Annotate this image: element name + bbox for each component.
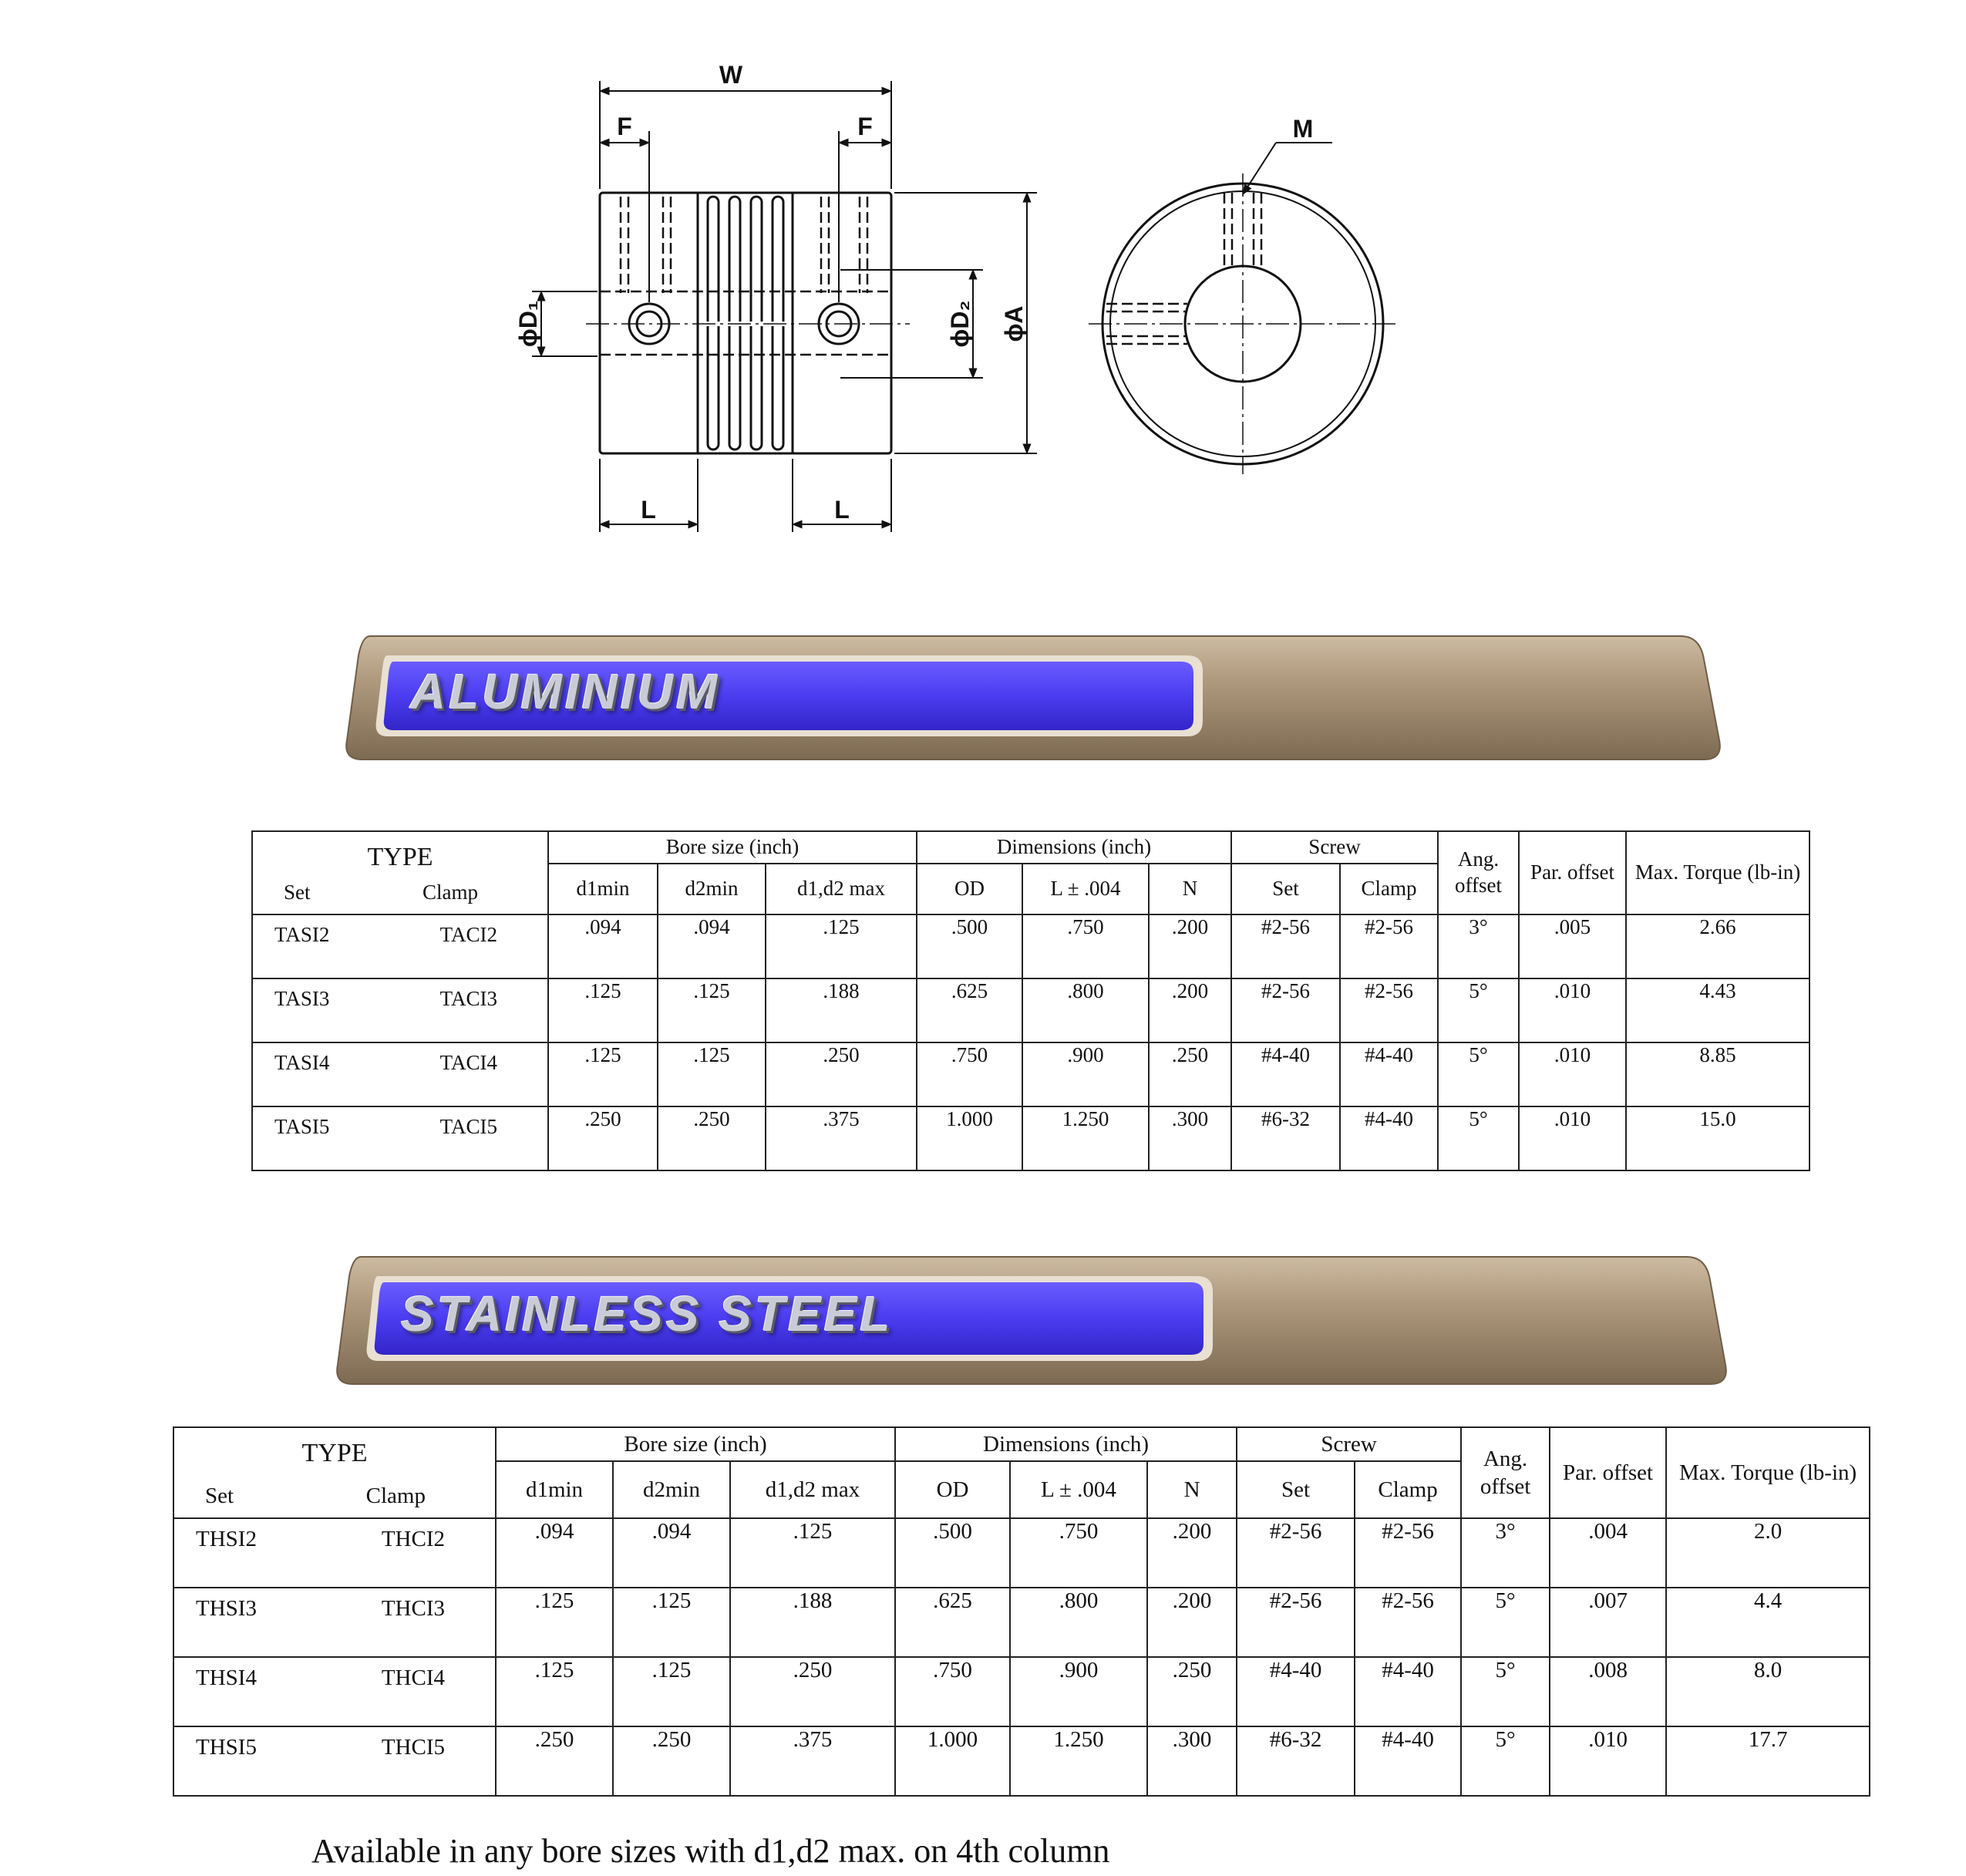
- label-a: ϕA: [1000, 305, 1028, 342]
- cell-d1d2max: .125: [730, 1518, 895, 1588]
- type-header: [173, 1427, 496, 1518]
- label-l-left: L: [641, 496, 656, 524]
- table-row: [252, 978, 1809, 1042]
- row-set: TASI3: [274, 987, 330, 1010]
- cell-torque: 2.66: [1626, 914, 1809, 978]
- par-offset-header: Par. offset: [1519, 831, 1626, 914]
- coupling-technical-drawing: [0, 0, 1966, 555]
- cell-screw-clamp: #4-40: [1355, 1726, 1461, 1796]
- label-f-left: F: [617, 113, 632, 140]
- cell-par: .008: [1550, 1657, 1666, 1726]
- n-header: N: [1147, 1461, 1237, 1518]
- table-row: [252, 1042, 1809, 1106]
- l-header: L ± .004: [1010, 1461, 1147, 1518]
- clamp-header: Clamp: [365, 1483, 426, 1508]
- cell-od: 1.000: [895, 1726, 1010, 1796]
- table-row: [252, 1106, 1809, 1170]
- row-clamp: THCI3: [381, 1596, 445, 1621]
- cell-par: .007: [1550, 1588, 1666, 1657]
- cell-ang: 5°: [1438, 1042, 1519, 1106]
- cell-l: .900: [1010, 1657, 1147, 1726]
- cell-l: 1.250: [1022, 1106, 1149, 1170]
- cell-l: .800: [1010, 1588, 1147, 1657]
- cell-screw-set: #6-32: [1231, 1106, 1340, 1170]
- d2min-header: d2min: [613, 1461, 730, 1518]
- aluminium-spec-table: [251, 830, 1810, 1171]
- cell-ang: 5°: [1461, 1726, 1550, 1796]
- table-row: [252, 914, 1809, 978]
- cell-d2min: .125: [613, 1588, 730, 1657]
- cell-n: .250: [1147, 1657, 1237, 1726]
- cell-par: .010: [1519, 978, 1626, 1042]
- row-set: TASI5: [274, 1115, 330, 1138]
- cell-torque: 15.0: [1626, 1106, 1809, 1170]
- cell-n: .200: [1149, 978, 1231, 1042]
- type-header-title: TYPE: [367, 843, 433, 871]
- cell-d1d2max: .250: [730, 1657, 895, 1726]
- row-clamp: THCI5: [381, 1735, 445, 1760]
- cell-od: .500: [895, 1518, 1010, 1588]
- cell-d2min: .125: [658, 978, 766, 1042]
- bore-availability-note: Available in any bore sizes with d1,d2 max. on 4th column: [311, 1832, 1110, 1870]
- cell-od: .750: [895, 1657, 1010, 1726]
- cell-torque: 17.7: [1666, 1726, 1870, 1796]
- par-offset-header: Par. offset: [1550, 1427, 1666, 1518]
- bore-size-header: Bore size (inch): [548, 831, 917, 864]
- cell-od: .750: [917, 1042, 1022, 1106]
- cell-d1min: .125: [548, 978, 658, 1042]
- cell-screw-clamp: #2-56: [1340, 978, 1438, 1042]
- row-set: THSI3: [196, 1596, 257, 1621]
- cell-od: .625: [895, 1588, 1010, 1657]
- row-clamp: TACI4: [439, 1051, 497, 1074]
- table-row: [173, 1518, 1870, 1588]
- dimensions-header: Dimensions (inch): [895, 1427, 1237, 1461]
- cell-torque: 8.85: [1626, 1042, 1809, 1106]
- cell-d1d2max: .375: [766, 1106, 917, 1170]
- cell-od: .625: [917, 978, 1022, 1042]
- d2min-header: d2min: [658, 864, 766, 914]
- cell-d1min: .125: [496, 1588, 613, 1657]
- cell-par: .010: [1519, 1042, 1626, 1106]
- stainless-steel-spec-table: [173, 1426, 1870, 1797]
- cell-d1min: .250: [548, 1106, 658, 1170]
- cell-n: .200: [1147, 1588, 1237, 1657]
- aluminium-banner-title: ALUMINIUM: [410, 664, 721, 719]
- cell-d1min: .094: [548, 914, 658, 978]
- cell-d1d2max: .125: [766, 914, 917, 978]
- l-header: L ± .004: [1022, 864, 1149, 914]
- table-row: [173, 1657, 1870, 1726]
- cell-screw-set: #2-56: [1231, 978, 1340, 1042]
- max-torque-header: Max. Torque (lb-in): [1626, 831, 1809, 914]
- stainless-steel-banner-title: STAINLESS STEEL: [401, 1286, 894, 1342]
- cell-d2min: .125: [658, 1042, 766, 1106]
- cell-par: .010: [1519, 1106, 1626, 1170]
- label-m: M: [1292, 115, 1314, 143]
- screw-clamp-header: Clamp: [1340, 864, 1438, 914]
- d1d2max-header: d1,d2 max: [730, 1461, 895, 1518]
- label-l-right: L: [834, 496, 850, 524]
- cell-d1d2max: .188: [766, 978, 917, 1042]
- row-set: THSI2: [196, 1527, 257, 1551]
- cell-l: .900: [1022, 1042, 1149, 1106]
- cell-screw-set: #4-40: [1237, 1657, 1355, 1726]
- screw-clamp-header: Clamp: [1355, 1461, 1461, 1518]
- cell-screw-set: #2-56: [1231, 914, 1340, 978]
- cell-screw-clamp: #4-40: [1340, 1106, 1438, 1170]
- d1min-header: d1min: [496, 1461, 613, 1518]
- cell-d2min: .094: [613, 1518, 730, 1588]
- ang-offset-header: Ang. offset: [1461, 1427, 1550, 1518]
- label-d2: ϕD₂: [946, 300, 974, 348]
- cell-screw-clamp: #4-40: [1355, 1657, 1461, 1726]
- cell-ang: 5°: [1461, 1657, 1550, 1726]
- cell-d1d2max: .250: [766, 1042, 917, 1106]
- screw-header: Screw: [1231, 831, 1438, 864]
- cell-torque: 2.0: [1666, 1518, 1870, 1588]
- label-f-right: F: [857, 113, 873, 140]
- cell-screw-set: #2-56: [1237, 1588, 1355, 1657]
- screw-header: Screw: [1237, 1427, 1461, 1461]
- cell-n: .200: [1147, 1518, 1237, 1588]
- cell-torque: 8.0: [1666, 1657, 1870, 1726]
- row-clamp: THCI2: [381, 1527, 445, 1551]
- end-view: [1089, 143, 1397, 474]
- clamp-header: Clamp: [422, 881, 478, 904]
- dimensions-header: Dimensions (inch): [917, 831, 1231, 864]
- screw-set-header: Set: [1237, 1461, 1355, 1518]
- row-set: TASI4: [274, 1051, 330, 1074]
- cell-od: .500: [917, 914, 1022, 978]
- n-header: N: [1149, 864, 1231, 914]
- type-header: [252, 831, 548, 914]
- d1d2max-header: d1,d2 max: [766, 864, 917, 914]
- cell-n: .250: [1149, 1042, 1231, 1106]
- row-clamp: TACI3: [439, 987, 497, 1010]
- screw-set-header: Set: [1231, 864, 1340, 914]
- max-torque-header: Max. Torque (lb-in): [1666, 1427, 1870, 1518]
- cell-ang: 3°: [1438, 914, 1519, 978]
- cell-od: 1.000: [917, 1106, 1022, 1170]
- row-set: TASI2: [274, 923, 330, 946]
- cell-l: .800: [1022, 978, 1149, 1042]
- label-d1: ϕD₁: [514, 300, 542, 348]
- cell-l: 1.250: [1010, 1726, 1147, 1796]
- cell-ang: 5°: [1438, 1106, 1519, 1170]
- set-header: Set: [205, 1483, 234, 1508]
- row-clamp: THCI4: [381, 1665, 445, 1690]
- cell-ang: 3°: [1461, 1518, 1550, 1588]
- cell-d1min: .125: [548, 1042, 658, 1106]
- cell-screw-clamp: #2-56: [1355, 1518, 1461, 1588]
- cell-n: .300: [1147, 1726, 1237, 1796]
- cell-d1min: .250: [496, 1726, 613, 1796]
- cell-d2min: .250: [658, 1106, 766, 1170]
- cell-d1d2max: .188: [730, 1588, 895, 1657]
- cell-d2min: .250: [613, 1726, 730, 1796]
- cell-d1d2max: .375: [730, 1726, 895, 1796]
- cell-d1min: .125: [496, 1657, 613, 1726]
- cell-par: .004: [1550, 1518, 1666, 1588]
- cell-d2min: .094: [658, 914, 766, 978]
- ang-offset-header: Ang. offset: [1438, 831, 1519, 914]
- cell-screw-set: #4-40: [1231, 1042, 1340, 1106]
- cell-par: .005: [1519, 914, 1626, 978]
- cell-screw-clamp: #4-40: [1340, 1042, 1438, 1106]
- od-header: OD: [917, 864, 1022, 914]
- cell-d2min: .125: [613, 1657, 730, 1726]
- cell-l: .750: [1022, 914, 1149, 978]
- cell-screw-set: #6-32: [1237, 1726, 1355, 1796]
- cell-ang: 5°: [1461, 1588, 1550, 1657]
- cell-l: .750: [1010, 1518, 1147, 1588]
- cell-n: .200: [1149, 914, 1231, 978]
- cell-screw-set: #2-56: [1237, 1518, 1355, 1588]
- od-header: OD: [895, 1461, 1010, 1518]
- table-row: [173, 1726, 1870, 1796]
- cell-d1min: .094: [496, 1518, 613, 1588]
- bore-size-header: Bore size (inch): [496, 1427, 895, 1461]
- type-header-title: TYPE: [301, 1439, 368, 1467]
- d1min-header: d1min: [548, 864, 658, 914]
- cell-n: .300: [1149, 1106, 1231, 1170]
- cell-screw-clamp: #2-56: [1355, 1588, 1461, 1657]
- set-header: Set: [284, 881, 311, 904]
- row-clamp: TACI2: [439, 923, 497, 946]
- side-view: [586, 193, 910, 453]
- row-set: THSI4: [196, 1665, 257, 1690]
- cell-ang: 5°: [1438, 978, 1519, 1042]
- row-clamp: TACI5: [439, 1115, 497, 1138]
- cell-torque: 4.4: [1666, 1588, 1870, 1657]
- table-row: [173, 1588, 1870, 1657]
- row-set: THSI5: [196, 1735, 257, 1760]
- cell-torque: 4.43: [1626, 978, 1809, 1042]
- cell-par: .010: [1550, 1726, 1666, 1796]
- label-w: W: [719, 61, 743, 89]
- cell-screw-clamp: #2-56: [1340, 914, 1438, 978]
